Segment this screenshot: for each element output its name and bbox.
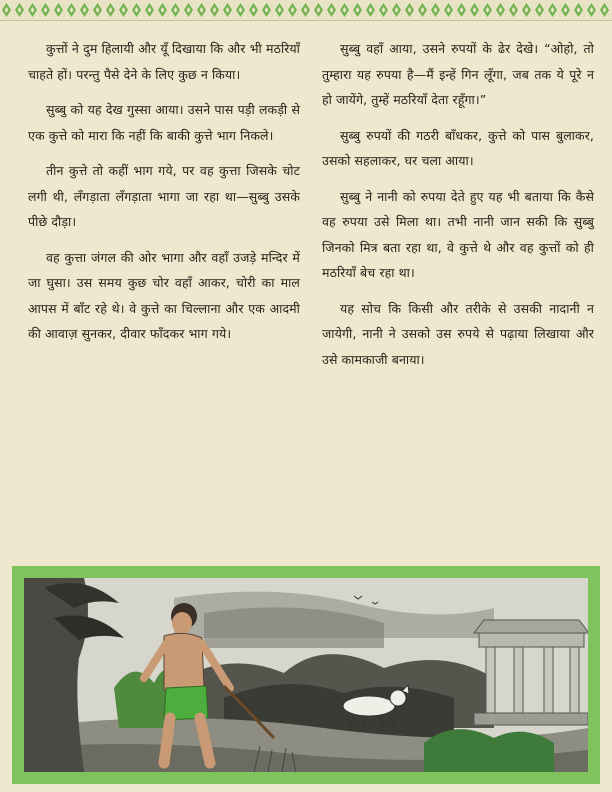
story-illustration xyxy=(24,578,588,772)
paragraph: कुत्तों ने दुम हिलायी और यूँ दिखाया कि और भी मठरियाँ चाहते हों। परन्तु पैसे देने के लिए कुछ न किया। xyxy=(28,41,300,82)
story-text xyxy=(28,36,594,556)
text-column-right xyxy=(322,36,594,556)
paragraph: सुब्बु ने नानी को रुपया देते हुए यह भी बताया कि कैसे वह रुपया उसे मिला था। तभी नानी जान सकी कि सुब्बु जिनको मित्र बता रहा था, वे कुत्ते थे और वह कुत्तों को ही मठरियाँ बेच रहा था। xyxy=(322,188,594,280)
text-column-left xyxy=(28,36,300,556)
paragraph: सुब्बु रुपयों की गठरी बाँधकर, कुत्ते को पास बुलाकर, उसको सहलाकर, घर चला आया। xyxy=(322,127,594,168)
paragraph: सुब्बु वहाँ आया, उसने रुपयों के ढेर देखे। “ओहो, तो तुम्हारा यह रुपया है—मैं इन्हें गिन लूँगा, जब तक ये पूरे न हो जायेंगे, तुम्हें मठरियाँ देता रहूँगा।” xyxy=(322,41,594,107)
paragraph: वह कुत्ता जंगल की ओर भागा और वहाँ उजड़े मन्दिर में जा घुसा। उस समय कुछ चोर वहाँ आकर, चोरी का माल आपस में बाँट रहे थे। वे कुत्ते का चिल्लाना और एक आदमी की आवाज़ सुनकर, दीवार फाँदकर भाग गये। xyxy=(28,249,300,341)
decorative-top-border xyxy=(0,0,612,21)
paragraph: तीन कुत्ते तो कहीं भाग गये, पर वह कुत्ता जिसके चोट लगी थी, लँगड़ाता लँगड़ाता भागा जा रहा था—सुब्बु उसके पीछे दौड़ा। xyxy=(28,163,300,229)
paragraph: सुब्बु को यह देख गुस्सा आया। उसने पास पड़ी लकड़ी से एक कुत्ते को मारा कि नहीं कि बाकी कुत्ते भाग निकले। xyxy=(28,102,300,143)
illustration-frame xyxy=(12,566,600,784)
paragraph: यह सोच कि किसी और तरीके से उसकी नादानी न जायेगी, नानी ने उसको उस रुपये से पढ़ाया लिखाया और उसे कामकाजी बनाया। xyxy=(322,300,594,367)
